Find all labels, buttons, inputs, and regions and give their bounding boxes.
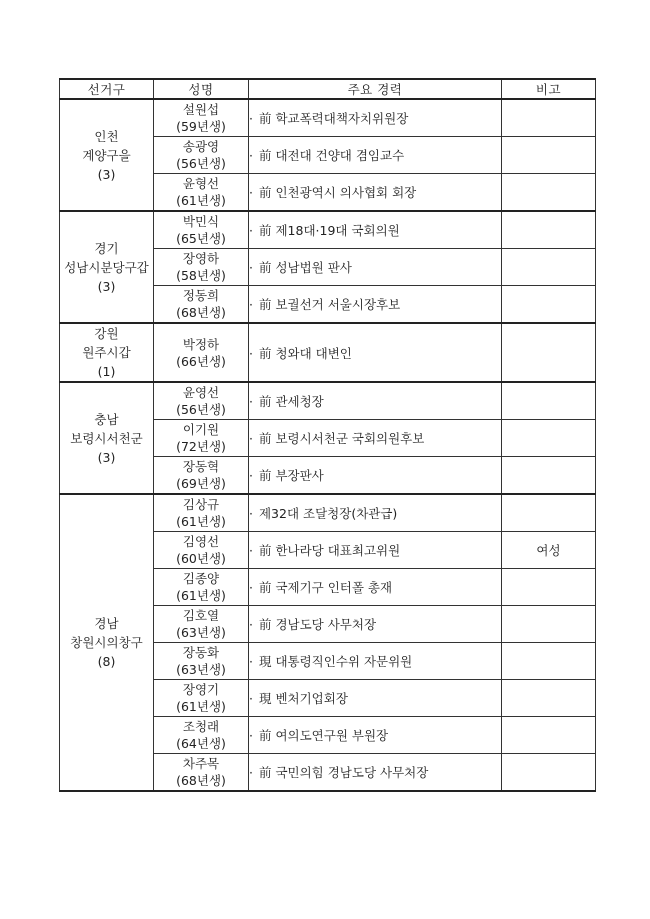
candidate-table (59, 78, 596, 792)
career-cell (249, 323, 502, 382)
candidate-name: 윤영선 (182, 385, 220, 400)
name-cell (154, 286, 249, 324)
career-cell (249, 606, 502, 643)
name-cell (154, 174, 249, 212)
district-cell (60, 382, 154, 494)
district-line: (3) (97, 166, 116, 182)
candidate-birth: (72년생) (176, 439, 226, 454)
name-cell (154, 249, 249, 286)
district-cell (60, 323, 154, 382)
district-line: 창원시의창구 (70, 635, 143, 650)
header-name: 성명 (154, 79, 249, 99)
career-cell (249, 286, 502, 324)
candidate-name: 김호열 (182, 608, 220, 623)
candidate-name: 장영기 (182, 682, 220, 697)
candidate-birth: (65년생) (176, 231, 226, 246)
note-cell (502, 211, 596, 249)
district-cell (60, 99, 154, 211)
career-text: 前 대전대 건양대 겸임교수 (258, 148, 405, 163)
candidate-name: 정동희 (182, 288, 220, 303)
district-line: (1) (97, 364, 116, 379)
bullet-icon: · (249, 297, 253, 312)
career-text: 現 대통령직인수위 자문위원 (258, 654, 413, 669)
district-cell (60, 494, 154, 791)
candidate-name: 차주목 (182, 756, 220, 771)
candidate-name: 장동혁 (182, 459, 220, 474)
bullet-icon: · (249, 185, 253, 200)
bullet-icon: · (249, 431, 253, 446)
bullet-icon: · (249, 728, 253, 743)
table-row (60, 382, 596, 420)
bullet-icon: · (249, 223, 253, 238)
note-cell (502, 323, 596, 382)
bullet-icon: · (249, 691, 253, 706)
candidate-name: 윤형선 (182, 176, 220, 191)
table-row (60, 494, 596, 532)
name-cell (154, 137, 249, 174)
bullet-icon: · (249, 345, 253, 361)
career-cell (249, 420, 502, 457)
note-cell (502, 680, 596, 717)
bullet-icon: · (249, 543, 253, 558)
candidate-name: 송광영 (182, 139, 220, 154)
district-line: 성남시분당구갑 (64, 259, 149, 275)
bullet-icon: · (249, 394, 253, 409)
candidate-birth: (61년생) (176, 588, 226, 603)
district-line: 인천 (94, 128, 119, 144)
note-cell (502, 606, 596, 643)
candidate-birth: (66년생) (176, 353, 226, 369)
name-cell (154, 754, 249, 792)
career-text: 現 벤처기업회장 (258, 691, 348, 706)
career-cell (249, 382, 502, 420)
candidate-birth: (63년생) (176, 662, 226, 677)
district-line: 경남 (94, 616, 119, 631)
career-text: 前 학교폭력대책자치위원장 (258, 111, 409, 126)
candidate-birth: (60년생) (176, 551, 226, 566)
candidate-name: 이기원 (182, 422, 220, 437)
candidate-birth: (61년생) (176, 193, 226, 208)
district-line: 강원 (94, 326, 119, 341)
note-cell (502, 717, 596, 754)
career-text: 前 부장판사 (258, 468, 324, 483)
career-text: 前 인천광역시 의사협회 회장 (258, 185, 417, 200)
career-text: 前 한나라당 대표최고위원 (258, 543, 401, 558)
career-text: 前 국제기구 인터폴 총재 (258, 580, 393, 595)
career-text: 前 성남법원 판사 (258, 260, 352, 275)
career-cell (249, 249, 502, 286)
bullet-icon: · (249, 765, 253, 780)
note-cell (502, 457, 596, 495)
bullet-icon: · (249, 580, 253, 595)
candidate-birth: (68년생) (176, 305, 226, 320)
note-cell (502, 569, 596, 606)
district-line: 계양구을 (82, 147, 131, 163)
candidate-name: 설원섭 (182, 102, 220, 117)
district-group (60, 382, 596, 494)
note-cell: 여성 (502, 532, 596, 569)
name-cell (154, 457, 249, 495)
career-cell (249, 174, 502, 212)
bullet-icon: · (249, 506, 253, 521)
career-cell (249, 494, 502, 532)
career-text: 제32대 조달청장(차관급) (258, 506, 398, 521)
bullet-icon: · (249, 654, 253, 669)
note-cell (502, 99, 596, 137)
name-cell (154, 717, 249, 754)
table-row (60, 323, 596, 382)
career-cell (249, 754, 502, 792)
table-row (60, 211, 596, 249)
candidate-name: 조청래 (182, 719, 220, 734)
candidate-name: 장영하 (182, 251, 220, 266)
name-cell (154, 680, 249, 717)
district-line: (8) (97, 654, 116, 669)
note-cell (502, 382, 596, 420)
name-cell (154, 420, 249, 457)
name-cell (154, 382, 249, 420)
name-cell (154, 569, 249, 606)
career-cell (249, 643, 502, 680)
note-cell (502, 174, 596, 212)
note-cell (502, 754, 596, 792)
candidate-birth: (61년생) (176, 514, 226, 529)
district-line: (3) (97, 278, 116, 294)
district-line: 보령시서천군 (70, 430, 143, 446)
note-cell (502, 286, 596, 324)
note-cell (502, 494, 596, 532)
district-group (60, 211, 596, 323)
career-cell (249, 457, 502, 495)
candidate-birth: (64년생) (176, 736, 226, 751)
name-cell (154, 494, 249, 532)
district-line: 원주시갑 (82, 345, 131, 360)
name-cell (154, 99, 249, 137)
district-group (60, 494, 596, 791)
table-header (60, 79, 596, 99)
name-cell (154, 532, 249, 569)
district-line: (3) (97, 449, 116, 465)
note-cell (502, 420, 596, 457)
career-text: 前 청와대 대변인 (258, 345, 352, 361)
candidate-birth: (69년생) (176, 476, 226, 491)
bullet-icon: · (249, 111, 253, 126)
bullet-icon: · (249, 468, 253, 483)
bullet-icon: · (249, 260, 253, 275)
career-text: 前 국민의힘 경남도당 사무처장 (258, 765, 429, 780)
candidate-birth: (63년생) (176, 625, 226, 640)
career-text: 前 여의도연구원 부원장 (258, 728, 389, 743)
candidate-name: 박민식 (182, 214, 220, 229)
header-career: 주요 경력 (249, 79, 502, 99)
career-text: 前 관세청장 (258, 394, 324, 409)
name-cell (154, 211, 249, 249)
district-line: 경기 (94, 240, 119, 256)
district-group (60, 323, 596, 382)
district-line: 충남 (94, 411, 119, 427)
name-cell (154, 606, 249, 643)
candidate-birth: (56년생) (176, 156, 226, 171)
career-cell (249, 532, 502, 569)
name-cell (154, 323, 249, 382)
district-cell (60, 211, 154, 323)
table-row (60, 99, 596, 137)
candidate-birth: (61년생) (176, 699, 226, 714)
career-cell (249, 137, 502, 174)
candidate-name: 박정하 (182, 336, 220, 352)
note-cell (502, 137, 596, 174)
candidate-name: 장동화 (182, 645, 220, 660)
note-cell (502, 249, 596, 286)
career-text: 前 경남도당 사무처장 (258, 617, 377, 632)
header-district: 선거구 (60, 79, 154, 99)
bullet-icon: · (249, 148, 253, 163)
candidate-name: 김종양 (182, 571, 220, 586)
career-text: 前 보령시서천군 국회의원후보 (258, 431, 425, 446)
bullet-icon: · (249, 617, 253, 632)
candidate-birth: (56년생) (176, 402, 226, 417)
career-text: 前 보궐선거 서울시장후보 (258, 297, 401, 312)
career-cell (249, 569, 502, 606)
district-group (60, 99, 596, 211)
candidate-birth: (59년생) (176, 119, 226, 134)
header-note: 비고 (502, 79, 596, 99)
career-cell (249, 680, 502, 717)
candidate-birth: (58년생) (176, 268, 226, 283)
career-cell (249, 99, 502, 137)
career-cell (249, 717, 502, 754)
career-text: 前 제18대·19대 국회의원 (258, 223, 400, 238)
candidate-name: 김상규 (182, 497, 220, 512)
name-cell (154, 643, 249, 680)
candidate-birth: (68년생) (176, 773, 226, 788)
note-cell (502, 643, 596, 680)
career-cell (249, 211, 502, 249)
candidate-name: 김영선 (182, 534, 220, 549)
